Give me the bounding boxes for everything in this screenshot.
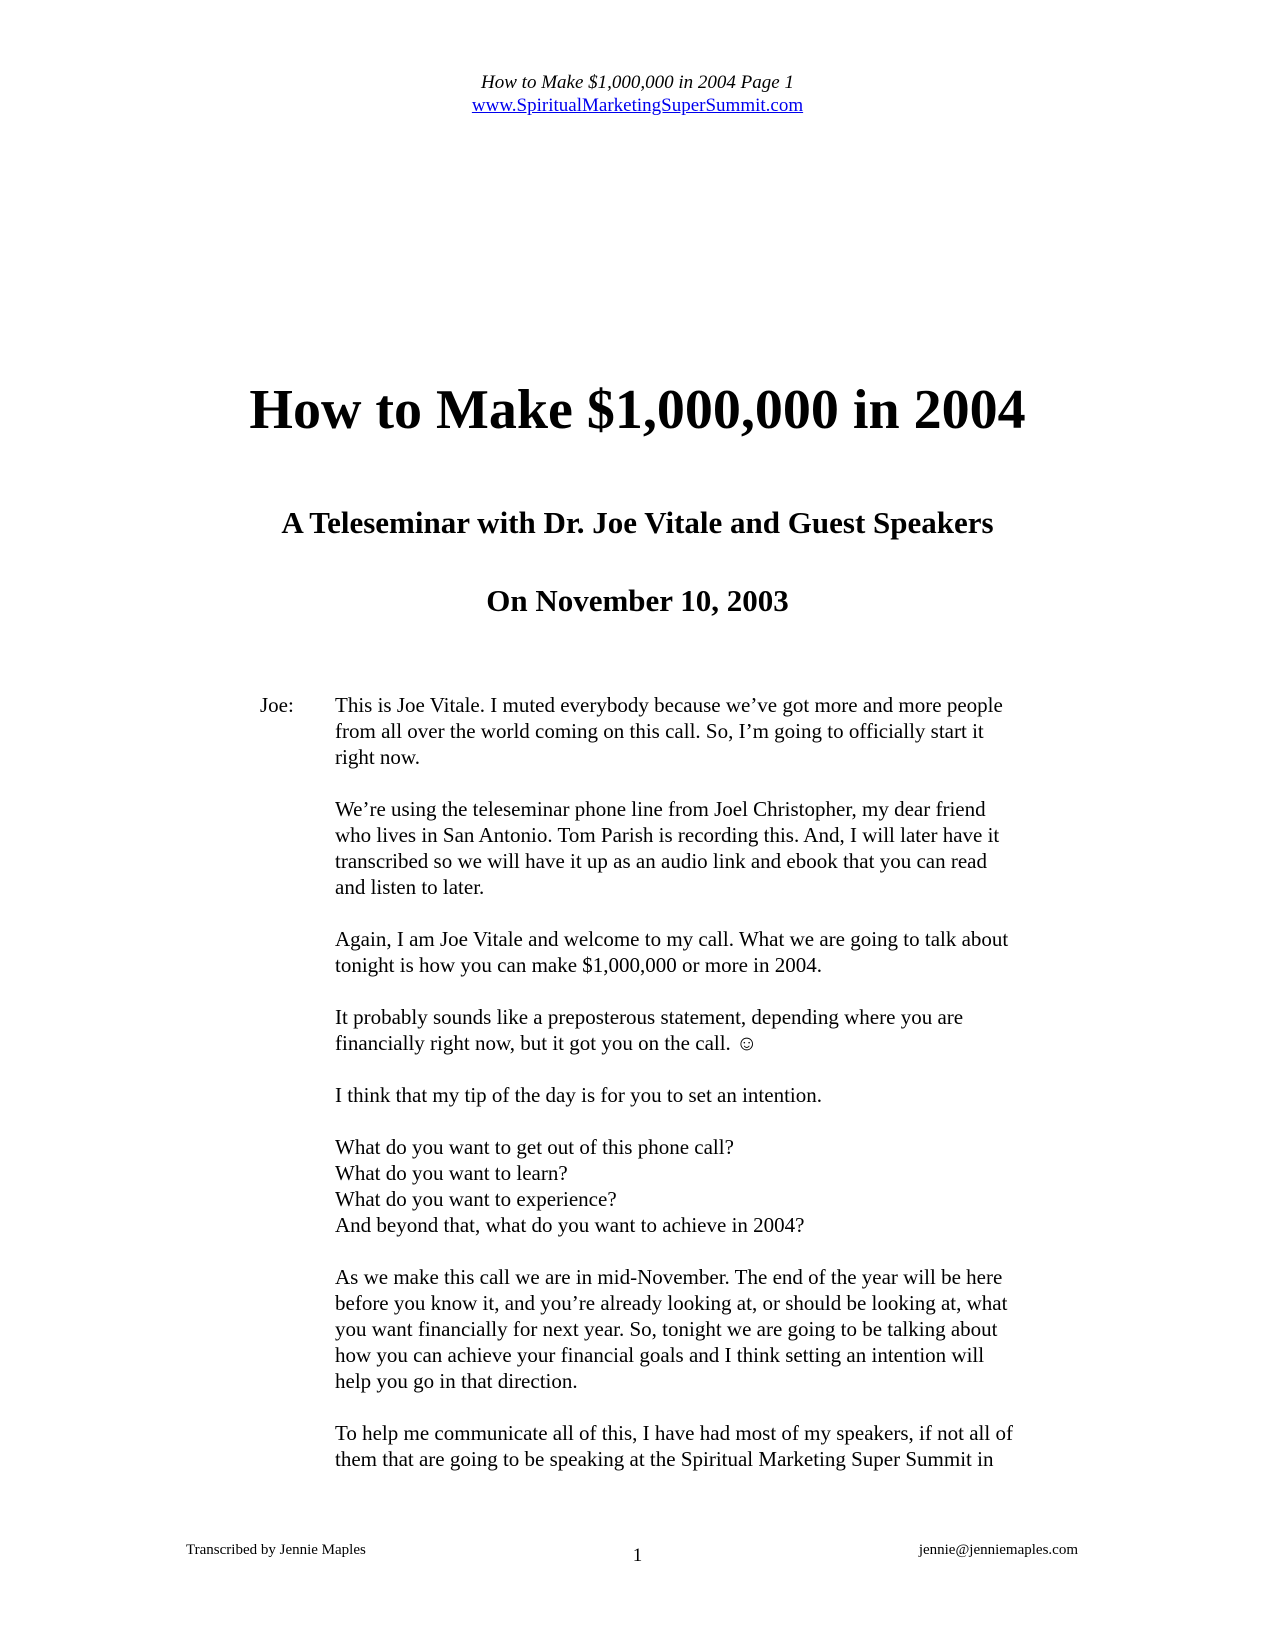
transcript-line: We’re using the teleseminar phone line from Joel Christopher, my dear friend [335,797,986,821]
document-title: How to Make $1,000,000 in 2004 [249,379,1026,441]
page-header [0,71,1275,117]
footer-page-number: 1 [632,1545,643,1566]
transcript-line: them that are going to be speaking at the Spiritual Marketing Super Summit in [335,1447,994,1471]
running-title: How to Make $1,000,000 in 2004 Page 1 [481,72,794,93]
transcript-line: you want financially for next year. So, tonight we are going to be talking about [335,1317,998,1341]
transcript-line: This is Joe Vitale. I muted everybody because we’ve got more and more people [335,693,1003,717]
document-date: On November 10, 2003 [486,583,789,618]
transcript-paragraph [335,1082,1095,1108]
transcript-line: right now. [335,745,420,769]
transcript-line: As we make this call we are in mid-November. The end of the year will be here [335,1265,1003,1289]
transcript-paragraph [335,1134,1095,1238]
footer-email: jennie@jenniemaples.com [918,1542,1078,1558]
transcript-line: and listen to later. [335,875,485,899]
transcript-line: who lives in San Antonio. Tom Parish is recording this. And, I will later have it [335,823,1000,847]
transcript-paragraph [335,1264,1095,1394]
transcript-paragraph [335,1420,1095,1472]
transcript-line: before you know it, and you’re already looking at, or should be looking at, what [335,1291,1008,1315]
transcript-line: What do you want to experience? [335,1187,617,1211]
transcript-paragraph [335,796,1095,900]
transcript-line: To help me communicate all of this, I have had most of my speakers, if not all of [335,1421,1013,1445]
transcript-paragraph [335,926,1095,978]
transcript-paragraph [335,1004,1095,1056]
transcript-line: And beyond that, what do you want to achieve in 2004? [335,1213,805,1237]
document-subtitle: A Teleseminar with Dr. Joe Vitale and Guest Speakers [281,505,994,540]
website-link[interactable]: www.SpiritualMarketingSuperSummit.com [471,95,804,116]
transcript-line: from all over the world coming on this call. So, I’m going to officially start it [335,719,984,743]
transcript-line: how you can achieve your financial goals and I think setting an intention will [335,1343,985,1367]
transcript-line: financially right now, but it got you on the call. ☺ [335,1031,758,1055]
transcript-line: tonight is how you can make $1,000,000 or more in 2004. [335,953,823,977]
footer-transcriber: Transcribed by Jennie Maples [186,1542,366,1558]
transcript-line: Again, I am Joe Vitale and welcome to my call. What we are going to talk about [335,927,1009,951]
transcript-line: I think that my tip of the day is for you to set an intention. [335,1083,823,1107]
transcript-line: What do you want to get out of this phone call? [335,1135,734,1159]
speaker-label: Joe: [260,693,294,717]
transcript-line: What do you want to learn? [335,1161,568,1185]
transcript-line: It probably sounds like a preposterous statement, depending where you are [335,1005,964,1029]
transcript-line: transcribed so we will have it up as an audio link and ebook that you can read [335,849,987,873]
transcript-line: help you go in that direction. [335,1369,578,1393]
transcript-paragraph [335,692,1095,770]
transcript-body [335,692,1095,1498]
